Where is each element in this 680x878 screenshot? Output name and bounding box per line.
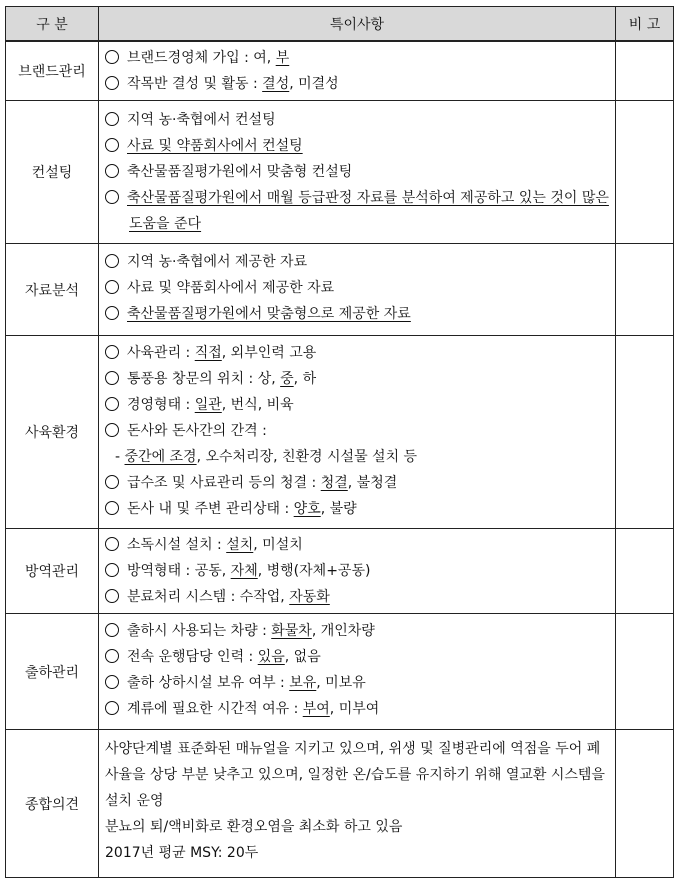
header-row (6, 7, 674, 42)
list-item: 전속 운행담당 인력 : 있음, 없음 (105, 644, 609, 670)
circle-bullet-icon (105, 345, 119, 359)
notes-cell (99, 336, 616, 529)
list-item: 계류에 필요한 시간적 여유 : 부여, 미부여 (105, 696, 609, 722)
circle-bullet-icon (105, 306, 119, 320)
notes-cell (99, 41, 616, 101)
list-item: 지역 농·축협에서 컨설팅 (105, 107, 609, 133)
list-item: 작목반 결성 및 활동 : 결성, 미결성 (105, 71, 609, 97)
circle-bullet-icon (105, 254, 119, 268)
list-item: 지역 농·축협에서 제공한 자료 (105, 249, 609, 275)
remarks-cell (616, 529, 674, 614)
inspection-table (5, 6, 674, 878)
remarks-cell (616, 336, 674, 529)
summary-paragraph: 사양단계별 표준화된 매뉴얼을 지키고 있으며, 위생 및 질병관리에 역점을 두어 폐사율을 상당 부분 낮추고 있으며, 일정한 온/습도를 유지하기 위해 열교환 시스템을 설치 운영 (105, 741, 605, 809)
remarks-cell (616, 101, 674, 244)
category-cell: 브랜드관리 (6, 41, 99, 101)
list-item: 축산물품질평가원에서 맞춤형으로 제공한 자료 (105, 301, 609, 327)
circle-bullet-icon (105, 138, 119, 152)
list-item: 출하 상하시설 보유 여부 : 보유, 미보유 (105, 670, 609, 696)
summary-paragraph: 2017년 평균 MSY: 20두 (105, 845, 259, 861)
row-environment (6, 336, 674, 529)
row-brand (6, 41, 674, 101)
category-cell: 방역관리 (6, 529, 99, 614)
list-item: 축산물품질평가원에서 매월 등급판정 자료를 분석하여 제공하고 있는 것이 많은 도움을 준다 (105, 185, 609, 237)
notes-cell (99, 101, 616, 244)
list-item: 사료 및 약품회사에서 제공한 자료 (105, 275, 609, 301)
remarks-cell (616, 41, 674, 101)
remarks-cell (616, 730, 674, 878)
circle-bullet-icon (105, 397, 119, 411)
row-shipping (6, 614, 674, 730)
circle-bullet-icon (105, 537, 119, 551)
notes-cell (99, 614, 616, 730)
notes-cell (99, 244, 616, 336)
summary-paragraph: 분뇨의 퇴/액비화로 환경오염을 최소화 하고 있음 (105, 819, 403, 835)
list-item: 사육관리 : 직접, 외부인력 고용 (105, 340, 609, 366)
circle-bullet-icon (105, 50, 119, 64)
circle-bullet-icon (105, 623, 119, 637)
list-item: 방역형태 : 공동, 자체, 병행(자체+공동) (105, 558, 609, 584)
row-quarantine (6, 529, 674, 614)
circle-bullet-icon (105, 675, 119, 689)
list-item: 돈사 내 및 주변 관리상태 : 양호, 불량 (105, 496, 609, 522)
list-item: 분료처리 시스템 : 수작업, 자동화 (105, 584, 609, 610)
remarks-cell (616, 244, 674, 336)
header-category: 구 분 (6, 7, 99, 42)
circle-bullet-icon (105, 423, 119, 437)
row-summary (6, 730, 674, 878)
circle-bullet-icon (105, 589, 119, 603)
category-cell: 사육환경 (6, 336, 99, 529)
row-data-analysis (6, 244, 674, 336)
header-remarks: 비 고 (616, 7, 674, 42)
list-item: 통풍용 창문의 위치 : 상, 중, 하 (105, 366, 609, 392)
circle-bullet-icon (105, 501, 119, 515)
remarks-cell (616, 614, 674, 730)
list-item: 사료 및 약품회사에서 컨설팅 (105, 133, 609, 159)
circle-bullet-icon (105, 475, 119, 489)
circle-bullet-icon (105, 649, 119, 663)
category-cell: 출하관리 (6, 614, 99, 730)
circle-bullet-icon (105, 563, 119, 577)
notes-cell (99, 730, 616, 878)
list-item: 급수조 및 사료관리 등의 청결 : 청결, 불청결 (105, 470, 609, 496)
list-item: 출하시 사용되는 차량 : 화물차, 개인차량 (105, 618, 609, 644)
header-notes: 특이사항 (99, 7, 616, 42)
circle-bullet-icon (105, 371, 119, 385)
list-item: 축산물품질평가원에서 맞춤형 컨설팅 (105, 159, 609, 185)
list-item: 돈사와 돈사간의 간격 : (105, 418, 609, 444)
circle-bullet-icon (105, 164, 119, 178)
list-item: 소독시설 설치 : 설치, 미설치 (105, 532, 609, 558)
list-subitem: - 중간에 조경, 오수처리장, 친환경 시설물 설치 등 (115, 449, 418, 465)
category-cell: 자료분석 (6, 244, 99, 336)
category-cell: 컨설팅 (6, 101, 99, 244)
circle-bullet-icon (105, 190, 119, 204)
circle-bullet-icon (105, 112, 119, 126)
notes-cell (99, 529, 616, 614)
circle-bullet-icon (105, 76, 119, 90)
list-item: 브랜드경영체 가입 : 여, 부 (105, 45, 609, 71)
category-cell: 종합의견 (6, 730, 99, 878)
row-consulting (6, 101, 674, 244)
circle-bullet-icon (105, 280, 119, 294)
list-item: 경영형태 : 일관, 번식, 비육 (105, 392, 609, 418)
circle-bullet-icon (105, 701, 119, 715)
